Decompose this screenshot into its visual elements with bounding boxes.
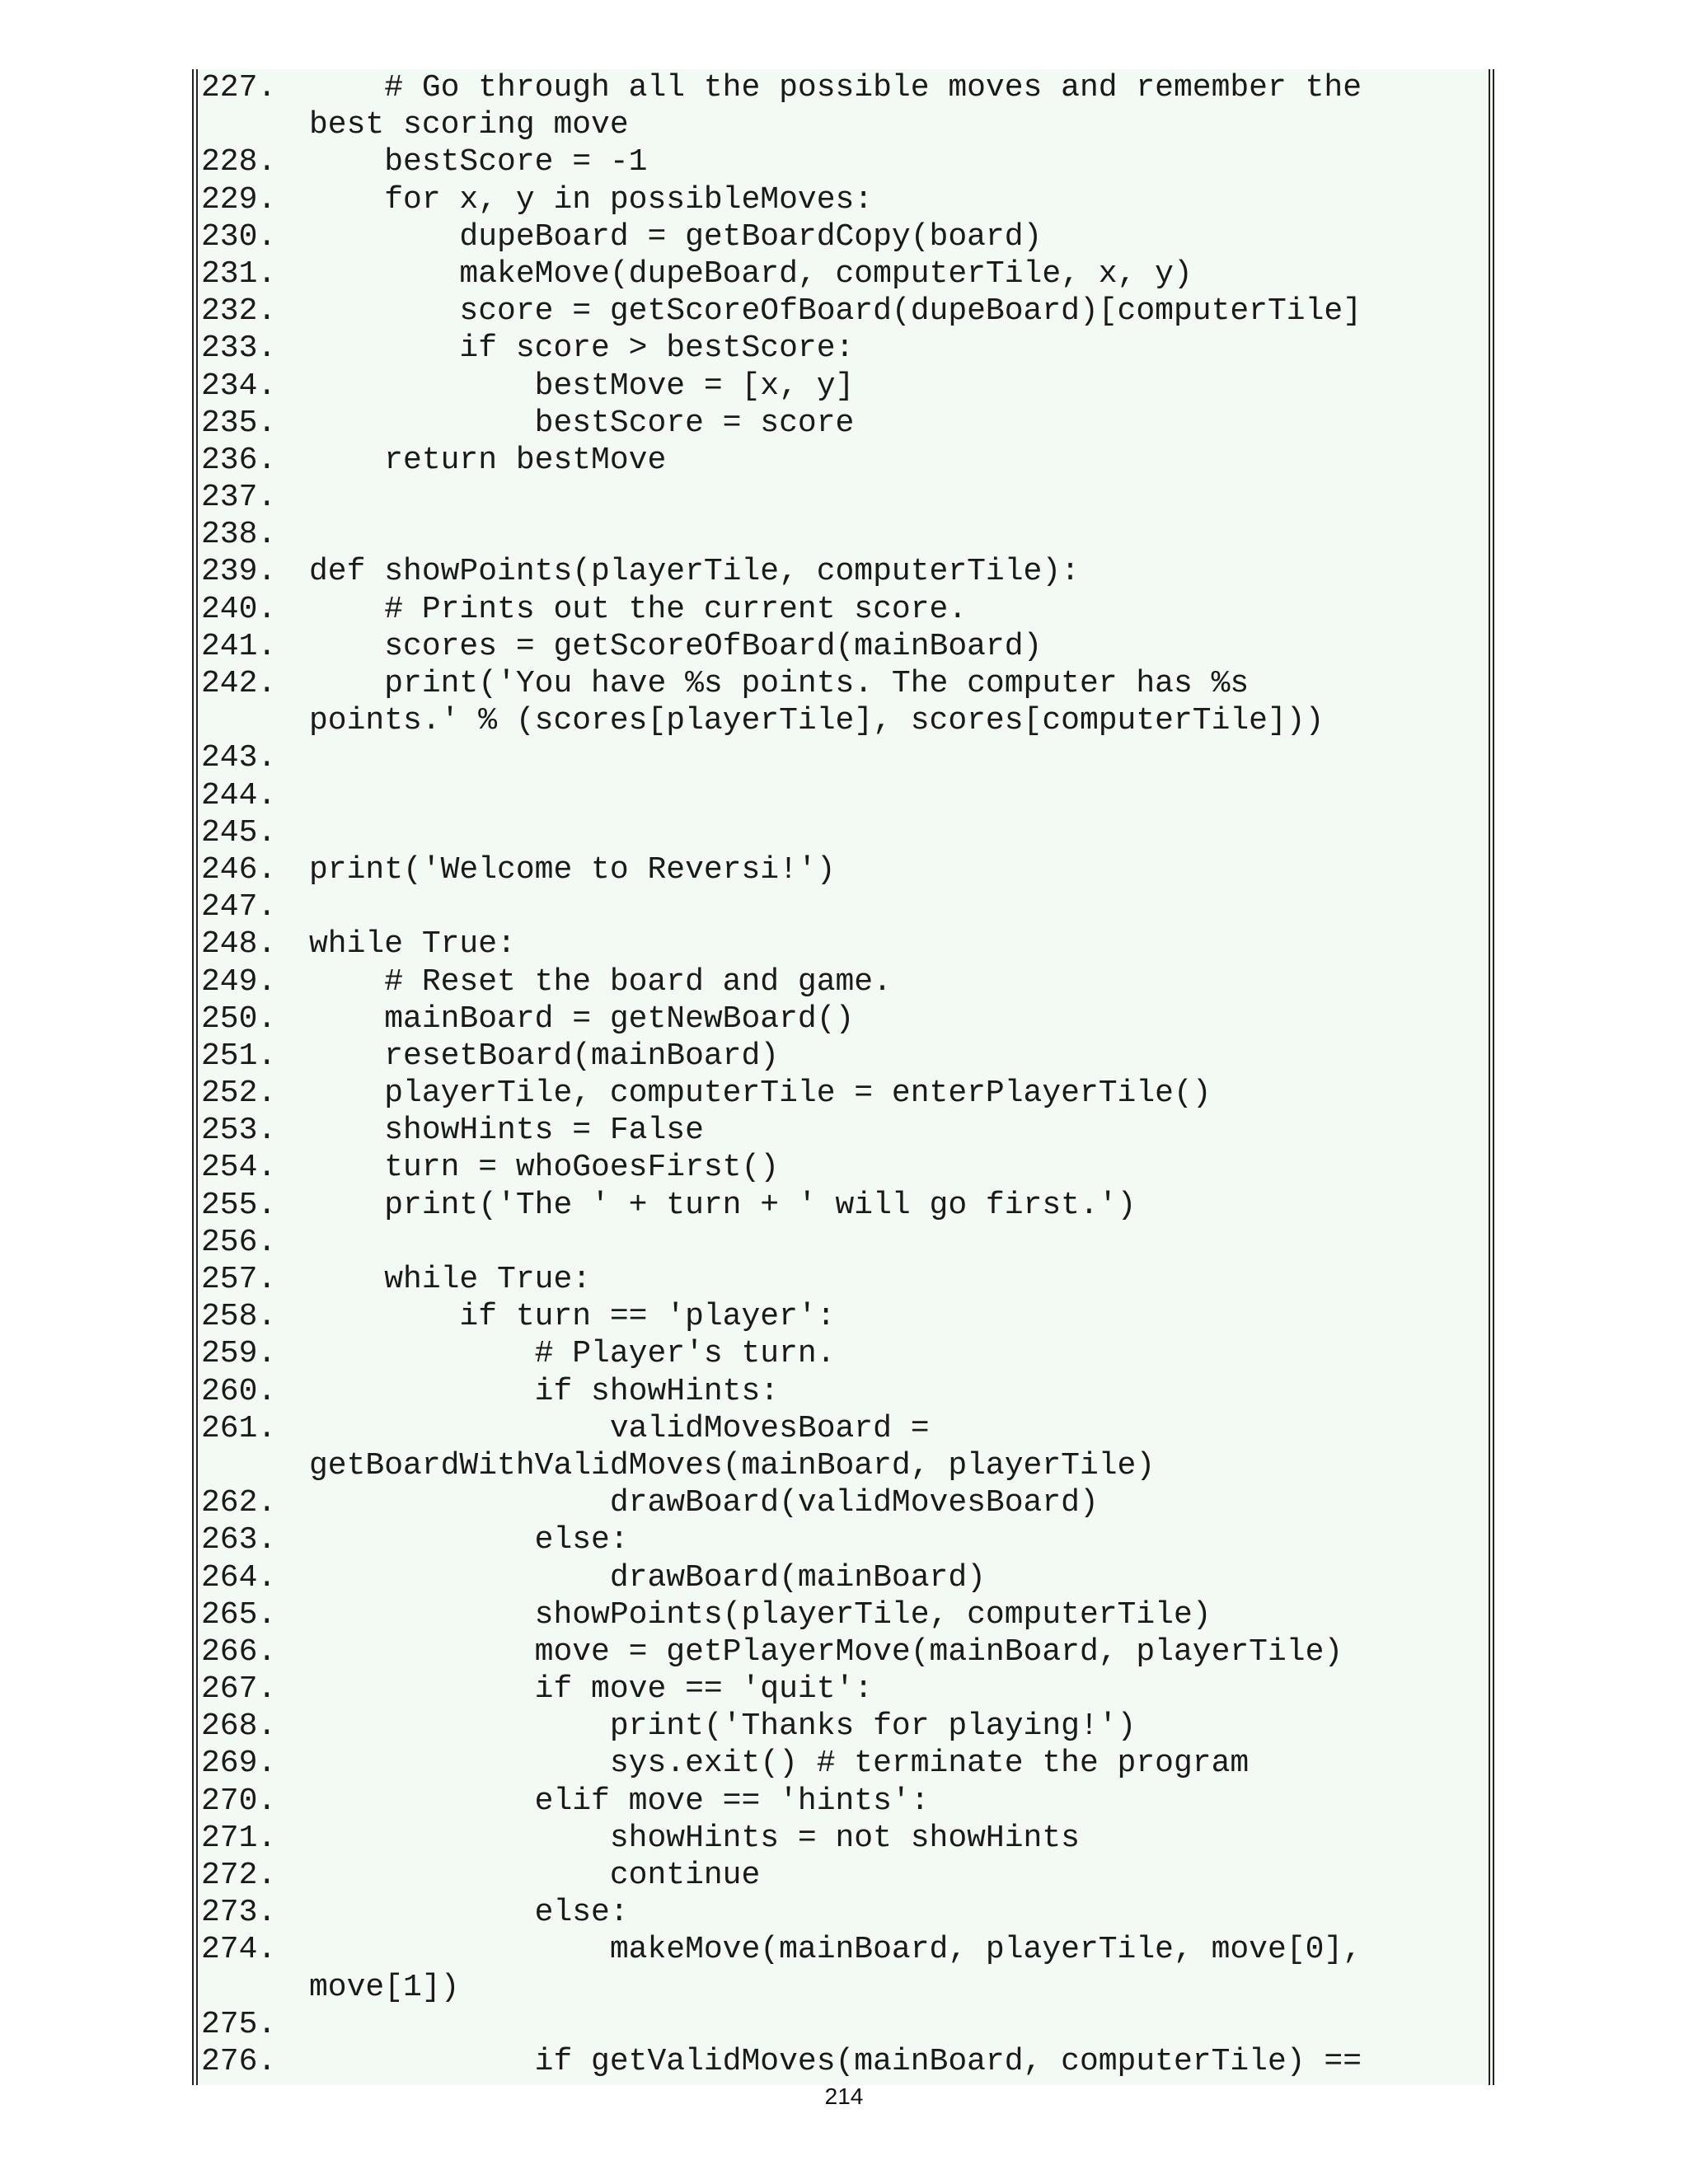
line-code: # Go through all the possible moves and remember the: [309, 70, 1362, 105]
line-code: print('Thanks for playing!'): [309, 1708, 1137, 1745]
code-line: [198, 330, 1489, 367]
line-number: 263.: [201, 1522, 277, 1558]
line-code: makeMove(mainBoard, playerTile, move[0],: [309, 1932, 1362, 1968]
line-number: 262.: [201, 1485, 277, 1521]
line-code: drawBoard(validMovesBoard): [309, 1485, 1099, 1521]
line-code: if turn == 'player':: [309, 1299, 836, 1335]
code-line: [198, 1894, 1489, 1931]
line-code: while True:: [309, 926, 516, 963]
line-number: 233.: [201, 330, 277, 367]
line-code: getBoardWithValidMoves(mainBoard, playerTile): [309, 1447, 1156, 1483]
line-code: # Prints out the current score.: [309, 591, 968, 627]
line-number: 242.: [201, 666, 277, 701]
line-number: 276.: [201, 2043, 277, 2079]
code-line: [198, 1001, 1489, 1038]
line-code: print('The ' + turn + ' will go first.'): [309, 1187, 1137, 1223]
code-line: [198, 1633, 1489, 1671]
code-line: [198, 702, 1489, 739]
code-line: [198, 368, 1489, 405]
code-line: [198, 1857, 1489, 1894]
line-number: 264.: [201, 1559, 277, 1596]
code-line: [198, 143, 1489, 180]
code-line: [198, 1596, 1489, 1633]
code-line: [198, 218, 1489, 255]
line-code: showHints = not showHints: [309, 1820, 1080, 1856]
line-number: 230.: [201, 218, 277, 255]
line-code: score = getScoreOfBoard(dupeBoard)[computerTile]: [309, 293, 1362, 330]
code-line: [198, 442, 1489, 479]
code-line: [198, 851, 1489, 888]
line-number: 268.: [201, 1708, 277, 1745]
line-number: 241.: [201, 628, 277, 664]
line-number: 257.: [201, 1262, 277, 1297]
line-number: 270.: [201, 1783, 277, 1819]
line-number: 227.: [201, 70, 277, 105]
code-line: [198, 405, 1489, 442]
code-line: [198, 1559, 1489, 1596]
code-line: [198, 1931, 1489, 1968]
line-number: 238.: [201, 517, 277, 553]
line-number: 251.: [201, 1038, 277, 1074]
code-lines: [198, 69, 1489, 2080]
line-number: 273.: [201, 1895, 277, 1931]
line-code: if move == 'quit':: [309, 1671, 874, 1708]
line-number: 228.: [201, 144, 277, 180]
line-number: 248.: [201, 926, 277, 963]
line-code: turn = whoGoesFirst(): [309, 1150, 780, 1186]
line-number: 259.: [201, 1336, 277, 1372]
code-line: [198, 1783, 1489, 1820]
code-line: [198, 181, 1489, 218]
code-line: [198, 1298, 1489, 1335]
code-line: [198, 69, 1489, 106]
line-code: # Player's turn.: [309, 1336, 836, 1372]
code-listing: [192, 69, 1494, 2085]
code-line: [198, 553, 1489, 590]
line-code: # Reset the board and game.: [309, 963, 892, 1000]
line-number: 254.: [201, 1150, 277, 1186]
line-code: showPoints(playerTile, computerTile): [309, 1596, 1212, 1633]
line-number: 274.: [201, 1932, 277, 1968]
line-number: 275.: [201, 2006, 277, 2042]
code-line: [198, 963, 1489, 1001]
line-code: move[1]): [309, 1969, 460, 2005]
line-code: while True:: [309, 1262, 592, 1297]
line-number: 250.: [201, 1001, 277, 1037]
page-number: 214: [824, 2083, 864, 2109]
line-code: playerTile, computerTile = enterPlayerTile(): [309, 1076, 1212, 1112]
line-code: print('Welcome to Reversi!'): [309, 851, 836, 888]
code-line: [198, 1373, 1489, 1410]
line-code: bestMove = [x, y]: [309, 368, 855, 404]
code-line: [198, 1112, 1489, 1149]
code-line: [198, 1410, 1489, 1447]
code-line: [198, 665, 1489, 702]
line-number: 253.: [201, 1113, 277, 1149]
code-line: [198, 255, 1489, 293]
line-number: 267.: [201, 1671, 277, 1708]
line-number: 266.: [201, 1633, 277, 1670]
line-number: 239.: [201, 554, 277, 590]
code-line: [198, 814, 1489, 851]
line-code: resetBoard(mainBoard): [309, 1038, 780, 1074]
line-code: validMovesBoard =: [309, 1410, 930, 1446]
code-line: [198, 1075, 1489, 1112]
line-number: 256.: [201, 1224, 277, 1260]
line-code: elif move == 'hints':: [309, 1783, 930, 1819]
line-number: 235.: [201, 405, 277, 441]
code-line: [198, 1820, 1489, 1857]
code-line: [198, 1038, 1489, 1075]
code-line: [198, 1671, 1489, 1708]
code-line: [198, 739, 1489, 776]
line-code: bestScore = -1: [309, 144, 648, 180]
line-number: 260.: [201, 1373, 277, 1409]
code-line: [198, 1335, 1489, 1372]
code-line: [198, 516, 1489, 553]
line-number: 258.: [201, 1299, 277, 1335]
line-code: makeMove(dupeBoard, computerTile, x, y): [309, 255, 1193, 292]
code-line: [198, 1187, 1489, 1224]
line-code: def showPoints(playerTile, computerTile):: [309, 554, 1080, 590]
line-code: if score > bestScore:: [309, 330, 855, 367]
line-code: continue: [309, 1858, 761, 1893]
line-code: drawBoard(mainBoard): [309, 1559, 986, 1596]
line-number: 255.: [201, 1187, 277, 1223]
line-code: return bestMove: [309, 442, 667, 478]
line-number: 236.: [201, 442, 277, 478]
line-number: 249.: [201, 963, 277, 1000]
code-line: [198, 1447, 1489, 1484]
line-code: else:: [309, 1895, 629, 1931]
code-line: [198, 1149, 1489, 1186]
line-number: 272.: [201, 1858, 277, 1893]
code-line: [198, 1261, 1489, 1298]
code-line: [198, 888, 1489, 926]
line-number: 252.: [201, 1076, 277, 1112]
code-line: [198, 1484, 1489, 1521]
line-number: 271.: [201, 1820, 277, 1856]
line-number: 237.: [201, 480, 277, 516]
line-number: 245.: [201, 814, 277, 851]
line-number: 261.: [201, 1410, 277, 1446]
line-number: 229.: [201, 181, 277, 218]
line-number: 247.: [201, 889, 277, 926]
line-code: print('You have %s points. The computer has %s: [309, 666, 1250, 701]
code-line: [198, 628, 1489, 665]
line-code: showHints = False: [309, 1113, 704, 1149]
line-code: dupeBoard = getBoardCopy(board): [309, 218, 1043, 255]
line-number: 243.: [201, 740, 277, 776]
line-number: 232.: [201, 293, 277, 330]
code-line: [198, 926, 1489, 963]
line-number: 231.: [201, 255, 277, 292]
code-line: [198, 1745, 1489, 1782]
code-line: [198, 777, 1489, 814]
code-line: [198, 2006, 1489, 2043]
code-line: [198, 1969, 1489, 2006]
line-number: 234.: [201, 368, 277, 404]
line-number: 240.: [201, 591, 277, 627]
line-code: if showHints:: [309, 1373, 780, 1409]
line-number: 269.: [201, 1746, 277, 1782]
line-code: move = getPlayerMove(mainBoard, playerTile): [309, 1633, 1343, 1670]
code-line: [198, 1521, 1489, 1558]
line-code: mainBoard = getNewBoard(): [309, 1001, 855, 1037]
line-code: points.' % (scores[playerTile], scores[computerTile])): [309, 703, 1325, 739]
code-line: [198, 591, 1489, 628]
line-code: sys.exit() # terminate the program: [309, 1746, 1250, 1782]
line-code: best scoring move: [309, 107, 629, 143]
line-code: if getValidMoves(mainBoard, computerTile) ==: [309, 2043, 1362, 2079]
line-number: 244.: [201, 777, 277, 813]
line-code: for x, y in possibleMoves:: [309, 181, 874, 218]
code-line: [198, 1224, 1489, 1261]
code-line: [198, 1708, 1489, 1745]
code-line: [198, 106, 1489, 143]
line-code: else:: [309, 1522, 629, 1558]
line-number: 265.: [201, 1596, 277, 1633]
code-line: [198, 293, 1489, 330]
code-line: [198, 479, 1489, 516]
line-number: 246.: [201, 851, 277, 888]
code-line: [198, 2043, 1489, 2080]
line-code: scores = getScoreOfBoard(mainBoard): [309, 628, 1043, 664]
line-code: bestScore = score: [309, 405, 855, 441]
